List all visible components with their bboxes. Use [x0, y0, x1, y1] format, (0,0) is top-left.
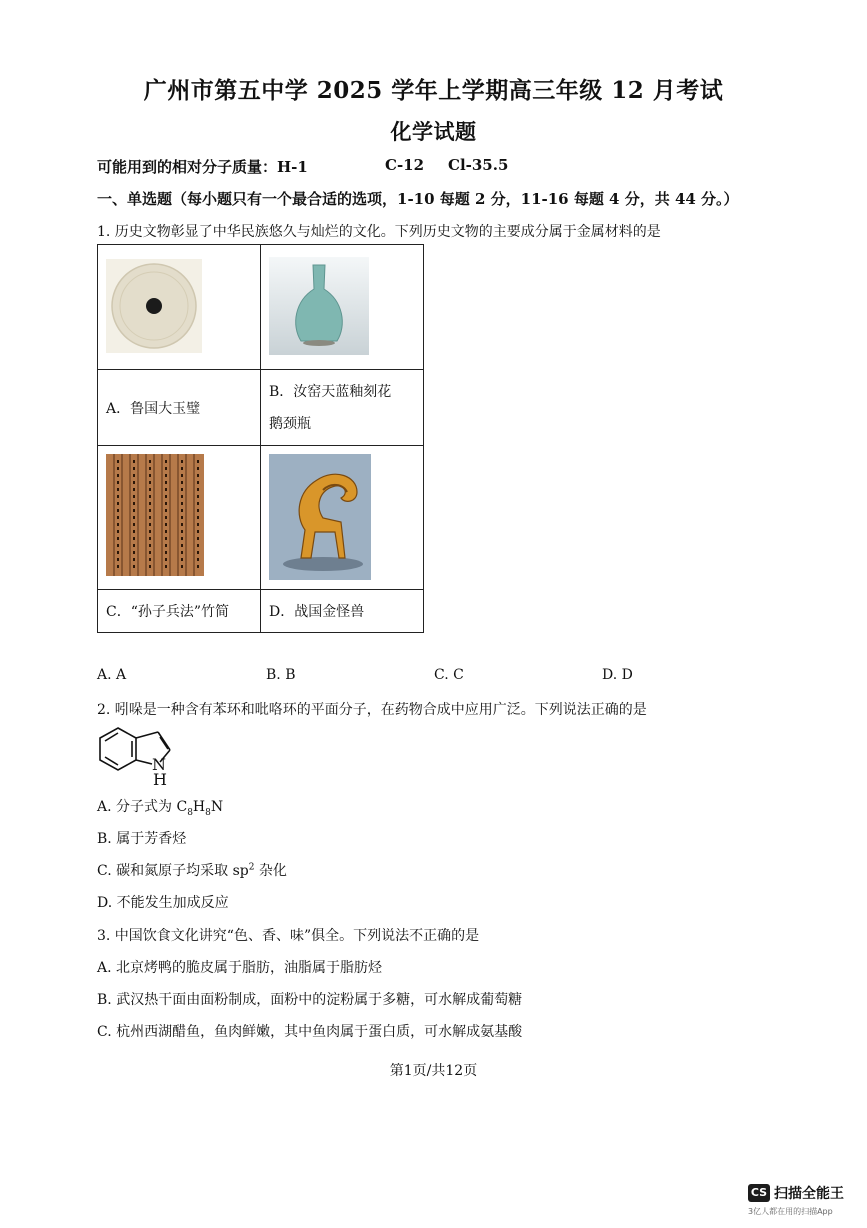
- scanner-badge: [748, 1182, 844, 1216]
- q2-option-c-sup: 2: [248, 862, 255, 873]
- q2-option-b[interactable]: B. 属于芳香烃: [97, 831, 187, 847]
- subject-title: 化学试题: [390, 119, 477, 144]
- q2-stem: 2. 吲哚是一种含有苯环和吡咯环的平面分子，在药物合成中应用广泛。下列说法正确的是: [97, 702, 647, 718]
- mass-line-c: C-12: [385, 156, 425, 174]
- q1-choice-d[interactable]: D. D: [602, 667, 633, 683]
- option-b-label-line1: B．汝窑天蓝釉刻花: [269, 383, 392, 400]
- exam-title: 广州市第五中学 2025 学年上学期高三年级 12 月考试: [143, 77, 724, 104]
- q3-option-c[interactable]: C. 杭州西湖醋鱼，鱼肉鲜嫩，其中鱼肉属于蛋白质，可水解成氨基酸: [97, 1024, 523, 1040]
- q3-stem: 3. 中国饮食文化讲究“色、香、味”俱全。下列说法不正确的是: [97, 928, 480, 944]
- q1-option-table: [97, 244, 424, 633]
- q1-choice-c[interactable]: C. C: [434, 667, 464, 683]
- vase-cell: [261, 245, 424, 370]
- q1-stem: 1. 历史文物彰显了中华民族悠久与灿烂的文化。下列历史文物的主要成分属于金属材料的是: [97, 224, 661, 240]
- bamboo-cell: [98, 446, 261, 590]
- q3-option-b[interactable]: B. 武汉热干面由面粉制成，面粉中的淀粉属于多糖，可水解成葡萄糖: [97, 992, 523, 1008]
- bamboo-slips-image: [98, 446, 252, 585]
- q2-option-a-end: N: [210, 799, 224, 815]
- page-footer: 第1页/共12页: [389, 1063, 478, 1079]
- mass-line-label: 可能用到的相对分子质量：H-1: [97, 158, 308, 176]
- scanner-logo-icon: CS: [748, 1184, 770, 1202]
- indole-structure: [96, 722, 186, 788]
- jade-bi-image: [98, 245, 252, 365]
- q2-option-a-mid: H: [192, 799, 206, 815]
- q2-option-a-prefix: A. 分子式为 C: [97, 799, 188, 815]
- gold-beast-image: [261, 446, 415, 585]
- mass-line-cl: Cl-35.5: [448, 156, 509, 174]
- section-heading: 一、单选题（每小题只有一个最合适的选项，1-10 每题 2 分，11-16 每题 4 分，共 44 分。）: [97, 190, 739, 208]
- beast-cell: [261, 446, 424, 590]
- option-b-label-line2: 鹅颈瓶: [269, 415, 311, 432]
- indole-h-label: H: [153, 770, 167, 789]
- q2-option-c-prefix: C. 碳和氮原子均采取 sp: [97, 863, 249, 879]
- q2-option-c[interactable]: [97, 860, 287, 880]
- scanner-app-name: 扫描全能王: [774, 1185, 844, 1202]
- q1-choice-b[interactable]: B. B: [266, 667, 296, 683]
- option-c-label: C．“孙子兵法”竹简: [98, 590, 261, 633]
- q2-option-a-sub2: 8: [205, 807, 211, 818]
- vase-image: [261, 245, 415, 365]
- option-a-label: A．鲁国大玉璧: [98, 370, 261, 446]
- option-b-label: [261, 370, 424, 446]
- q2-option-a[interactable]: [97, 796, 223, 818]
- option-d-label: D．战国金怪兽: [261, 590, 424, 633]
- jade-bi-cell: [98, 245, 261, 370]
- q2-option-d[interactable]: D. 不能发生加成反应: [97, 895, 229, 911]
- q2-option-c-end: 杂化: [254, 863, 287, 879]
- q1-choice-a[interactable]: A. A: [97, 667, 127, 683]
- q3-option-a[interactable]: A. 北京烤鸭的脆皮属于脂肪，油脂属于脂肪烃: [97, 960, 383, 976]
- q2-option-a-sub1: 8: [187, 807, 193, 818]
- indole-n-label: N: [152, 755, 166, 774]
- scanner-tagline: 3亿人都在用的扫描App: [748, 1207, 833, 1216]
